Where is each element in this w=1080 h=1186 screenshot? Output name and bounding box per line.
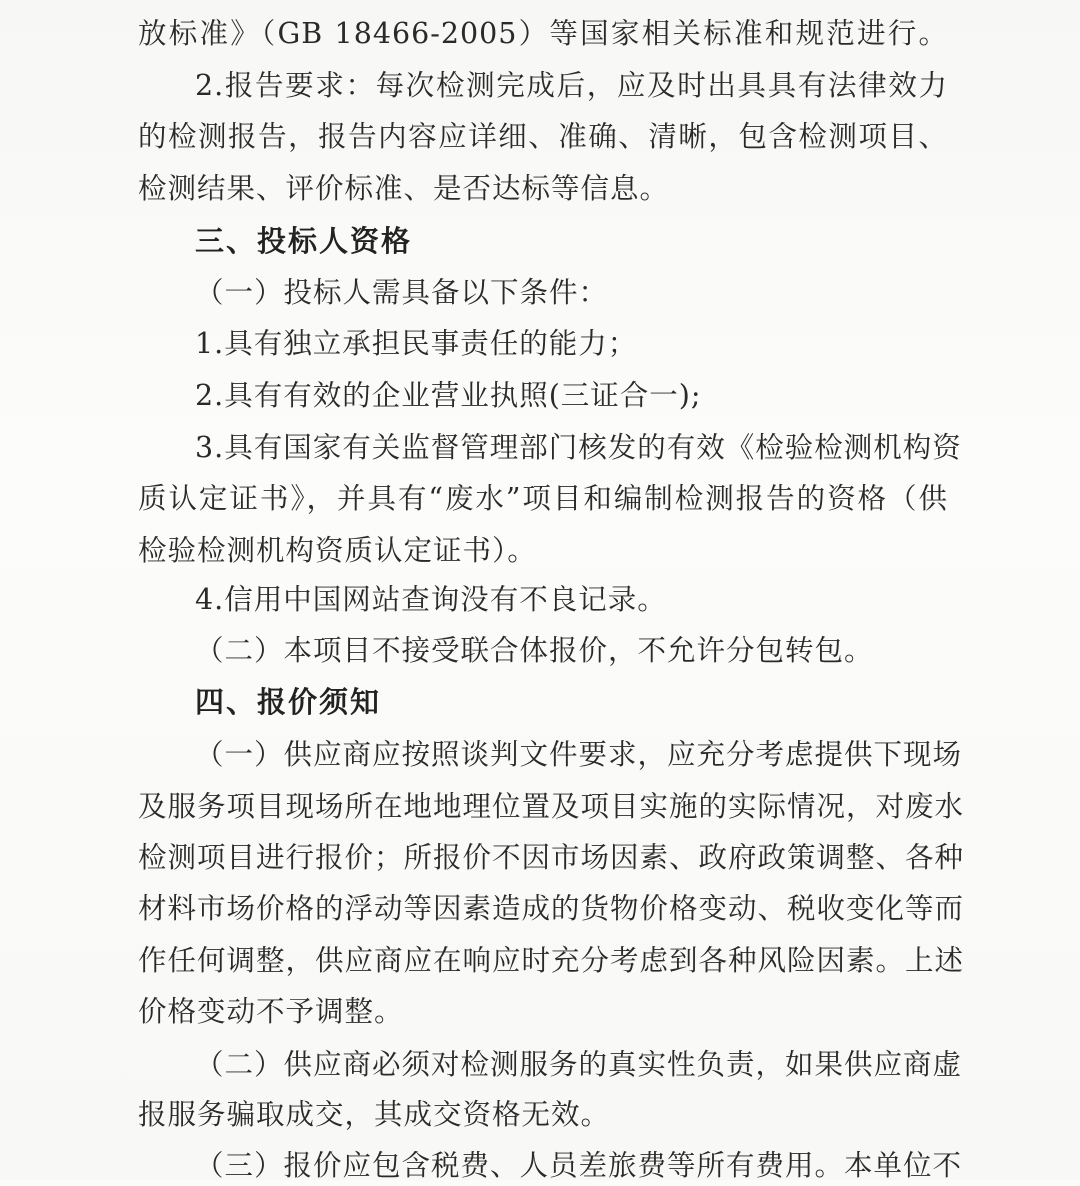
text-line-subsection-1: （一）投标人需具备以下条件： <box>195 276 609 309</box>
text-line-quote-subsection-1: （一）供应商应按照谈判文件要求，应充分考虑提供下现场 <box>195 738 963 771</box>
text-line-subsection-2: （二）本项目不接受联合体报价，不允许分包转包。 <box>195 634 874 667</box>
text-line: 质认定证书》，并具有“废水”项目和编制检测报告的资格（供 <box>138 482 948 515</box>
text-line-quote-subsection-3: （三）报价应包含税费、人员差旅费等所有费用。本单位不 <box>195 1149 963 1182</box>
text-line: 报服务骗取成交，其成交资格无效。 <box>138 1098 611 1131</box>
section-heading-quotation-notes: 四、报价须知 <box>195 685 382 719</box>
section-heading-bidder-qualifications: 三、投标人资格 <box>195 224 413 258</box>
text-line-quote-subsection-2: （二）供应商必须对检测服务的真实性负责，如果供应商虚 <box>195 1048 963 1081</box>
text-line: 材料市场价格的浮动等因素造成的货物价格变动、税收变化等而 <box>138 892 965 925</box>
text-line: 检验检测机构资质认定证书）。 <box>138 534 537 567</box>
text-line-report-requirements: 2.报告要求：每次检测完成后，应及时出具具有法律效力 <box>195 69 948 102</box>
text-line: 及服务项目现场所在地地理位置及项目实施的实际情况，对废水 <box>138 790 965 823</box>
text-line-standard: 放标准》（GB 18466-2005）等国家相关标准和规范进行。 <box>138 17 948 50</box>
text-line: 价格变动不予调整。 <box>138 995 404 1028</box>
text-line: 的检测报告，报告内容应详细、准确、清晰，包含检测项目、 <box>138 120 948 153</box>
list-item-2: 2.具有有效的企业营业执照(三证合一); <box>195 379 702 412</box>
list-item-1: 1.具有独立承担民事责任的能力； <box>195 327 638 360</box>
text-line: 检测项目进行报价；所报价不因市场因素、政府政策调整、各种 <box>138 841 965 874</box>
text-line: 作任何调整，供应商应在响应时充分考虑到各种风险因素。上述 <box>138 944 965 977</box>
list-item-3: 3.具有国家有关监督管理部门核发的有效《检验检测机构资 <box>195 431 962 464</box>
text-line: 检测结果、评价标准、是否达标等信息。 <box>138 172 670 205</box>
list-item-4: 4.信用中国网站查询没有不良记录。 <box>195 583 667 616</box>
